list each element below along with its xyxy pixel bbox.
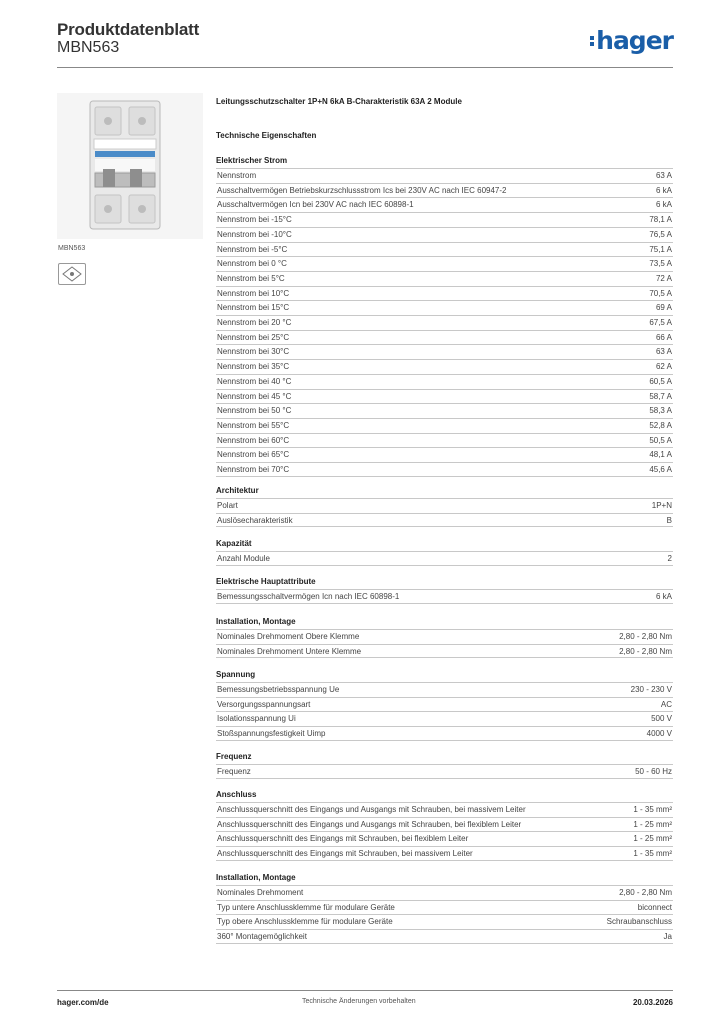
spec-value: 63 A xyxy=(655,347,672,357)
spec-row xyxy=(216,447,673,462)
spec-value: 1 - 35 mm² xyxy=(633,849,672,859)
spec-value: 230 - 230 V xyxy=(630,685,672,694)
spec-label: Anzahl Module xyxy=(217,554,270,563)
spec-value: 50 - 60 Hz xyxy=(635,767,672,776)
section-title: Installation, Montage xyxy=(216,873,296,882)
spec-label: Nennstrom bei 60°C xyxy=(217,435,290,445)
spec-value: biconnect xyxy=(637,902,672,912)
section-title: Elektrischer Strom xyxy=(216,156,288,165)
spec-row xyxy=(216,227,673,242)
section-title: Spannung xyxy=(216,670,256,679)
spec-label: Nennstrom bei 65°C xyxy=(217,450,290,460)
spec-row xyxy=(216,513,673,528)
spec-value: 1P+N xyxy=(651,501,672,510)
spec-value: 2,80 - 2,80 Nm xyxy=(619,646,672,656)
section-title: Architektur xyxy=(216,486,259,495)
spec-label: Auslösecharakteristik xyxy=(217,515,293,525)
spec-label: Nennstrom bei -15°C xyxy=(217,215,292,225)
spec-label: Isolationsspannung Ui xyxy=(217,714,296,724)
spec-row xyxy=(216,433,673,448)
spec-value: 1 - 35 mm² xyxy=(633,805,672,814)
spec-value: 58,3 A xyxy=(649,406,672,416)
spec-row xyxy=(216,551,673,566)
spec-value: 1 - 25 mm² xyxy=(633,819,672,829)
spec-value: 63 A xyxy=(655,171,672,180)
spec-label: Nennstrom bei 5°C xyxy=(217,273,285,283)
footer-date: 20.03.2026 xyxy=(632,998,673,1007)
spec-value: 45,6 A xyxy=(649,465,672,474)
spec-row xyxy=(216,403,673,418)
spec-label: Bemessungsbetriebsspannung Ue xyxy=(217,685,340,694)
document-subtitle: MBN563 xyxy=(57,39,120,56)
spec-label: Nennstrom bei 55°C xyxy=(217,420,290,430)
ce-certification-icon xyxy=(58,263,86,285)
spec-value: 500 V xyxy=(651,714,672,724)
spec-value: 2 xyxy=(667,554,672,563)
spec-value: 2,80 - 2,80 Nm xyxy=(619,888,672,897)
spec-label: Ausschaltvermögen Betriebskurzschlussstrom Ics bei 230V AC nach IEC 60947-2 xyxy=(217,185,507,195)
logo-text: hager xyxy=(596,26,673,55)
spec-row xyxy=(216,359,673,374)
spec-row xyxy=(216,831,673,846)
spec-row xyxy=(216,764,673,779)
spec-label: Nennstrom bei 70°C xyxy=(217,465,290,474)
spec-label: 360° Montagemöglichkeit xyxy=(217,932,307,942)
section-title: Anschluss xyxy=(216,790,257,799)
spec-label: Nennstrom bei 35°C xyxy=(217,362,290,372)
spec-row xyxy=(216,374,673,389)
spec-value: 52,8 A xyxy=(649,420,672,430)
spec-label: Nennstrom bei 45 °C xyxy=(217,391,292,401)
spec-row xyxy=(216,682,673,697)
spec-label: Frequenz xyxy=(217,767,251,776)
spec-value: 73,5 A xyxy=(649,259,672,269)
hager-logo xyxy=(590,26,673,55)
footer-disclaimer: Technische Änderungen vorbehalten xyxy=(302,998,416,1005)
spec-value: B xyxy=(666,515,672,525)
spec-label: Nennstrom bei 0 °C xyxy=(217,259,287,269)
spec-value: 6 kA xyxy=(655,200,672,210)
spec-value: 50,5 A xyxy=(649,435,672,445)
spec-label: Nennstrom bei 50 °C xyxy=(217,406,292,416)
spec-row xyxy=(216,726,673,741)
spec-row xyxy=(216,697,673,712)
spec-label: Bemessungsschaltvermögen Icn nach IEC 60898-1 xyxy=(217,592,400,601)
spec-row xyxy=(216,589,673,604)
spec-label: Nennstrom bei 25°C xyxy=(217,332,290,342)
spec-label: Nennstrom bei 20 °C xyxy=(217,318,292,327)
spec-row xyxy=(216,629,673,644)
spec-value: 48,1 A xyxy=(649,450,672,460)
spec-row xyxy=(216,498,673,513)
spec-row xyxy=(216,418,673,433)
spec-value: 69 A xyxy=(655,303,672,313)
spec-label: Nennstrom bei 30°C xyxy=(217,347,290,357)
spec-row xyxy=(216,462,673,477)
spec-row xyxy=(216,197,673,212)
spec-label: Typ untere Anschlussklemme für modulare Geräte xyxy=(217,902,395,912)
section-title: Kapazität xyxy=(216,539,252,548)
spec-row xyxy=(216,389,673,404)
spec-row xyxy=(216,212,673,227)
section-title: Frequenz xyxy=(216,752,252,761)
spec-label: Nennstrom bei -5°C xyxy=(217,244,288,254)
spec-row xyxy=(216,914,673,929)
spec-label: Nennstrom xyxy=(217,171,257,180)
spec-value: 2,80 - 2,80 Nm xyxy=(619,632,672,641)
spec-value: 60,5 A xyxy=(649,376,672,386)
spec-value: 1 - 25 mm² xyxy=(633,834,672,844)
spec-value: Schraubanschluss xyxy=(606,917,672,927)
spec-row xyxy=(216,242,673,257)
spec-label: Nennstrom bei 10°C xyxy=(217,288,290,298)
product-description: Leitungsschutzschalter 1P+N 6kA B-Charakteristik 63A 2 Module xyxy=(216,97,462,106)
spec-row xyxy=(216,330,673,345)
spec-row xyxy=(216,817,673,832)
spec-label: Anschlussquerschnitt des Eingangs und Ausgangs mit Schrauben, bei flexiblem Leiter xyxy=(217,819,522,829)
logo-dots-icon xyxy=(590,34,595,48)
spec-label: Nominales Drehmoment Untere Klemme xyxy=(217,646,362,656)
spec-value: Ja xyxy=(663,932,672,942)
spec-value: 4000 V xyxy=(646,729,672,739)
spec-label: Ausschaltvermögen Icn bei 230V AC nach IEC 60898-1 xyxy=(217,200,414,210)
spec-value: 70,5 A xyxy=(649,288,672,298)
spec-label: Versorgungsspannungsart xyxy=(217,699,311,709)
image-caption: MBN563 xyxy=(58,245,86,252)
spec-row xyxy=(216,929,673,944)
spec-row xyxy=(216,846,673,861)
spec-label: Polart xyxy=(217,501,238,510)
spec-row xyxy=(216,286,673,301)
page-header xyxy=(57,20,673,68)
spec-row xyxy=(216,168,673,183)
spec-value: 67,5 A xyxy=(649,318,672,327)
spec-label: Typ obere Anschlussklemme für modulare Geräte xyxy=(217,917,393,927)
spec-row xyxy=(216,711,673,726)
spec-value: 6 kA xyxy=(655,592,672,601)
spec-row xyxy=(216,183,673,198)
spec-value: 76,5 A xyxy=(649,229,672,239)
spec-value: 72 A xyxy=(655,273,672,283)
spec-value: AC xyxy=(660,699,672,709)
spec-label: Anschlussquerschnitt des Eingangs mit Schrauben, bei flexiblem Leiter xyxy=(217,834,469,844)
spec-label: Nominales Drehmoment Obere Klemme xyxy=(217,632,360,641)
spec-label: Nominales Drehmoment xyxy=(217,888,304,897)
spec-label: Anschlussquerschnitt des Eingangs mit Schrauben, bei massivem Leiter xyxy=(217,849,473,859)
spec-label: Nennstrom bei 40 °C xyxy=(217,376,292,386)
spec-value: 78,1 A xyxy=(649,215,672,225)
spec-row xyxy=(216,344,673,359)
section-title: Elektrische Hauptattribute xyxy=(216,577,316,586)
circuit-breaker-illustration xyxy=(57,93,203,239)
footer-website: hager.com/de xyxy=(57,998,109,1007)
spec-row xyxy=(216,300,673,315)
section-title: Installation, Montage xyxy=(216,617,296,626)
spec-value: 62 A xyxy=(655,362,672,372)
spec-value: 6 kA xyxy=(655,185,672,195)
product-image xyxy=(57,93,203,239)
spec-row xyxy=(216,802,673,817)
spec-value: 66 A xyxy=(655,332,672,342)
spec-row xyxy=(216,644,673,659)
spec-value: 58,7 A xyxy=(649,391,672,401)
spec-label: Nennstrom bei -10°C xyxy=(217,229,292,239)
technical-properties-heading: Technische Eigenschaften xyxy=(216,131,317,140)
document-title: Produktdatenblatt xyxy=(57,20,200,39)
spec-label: Anschlussquerschnitt des Eingangs und Ausgangs mit Schrauben, bei massivem Leiter xyxy=(217,805,526,814)
footer-divider xyxy=(57,990,673,991)
spec-label: Nennstrom bei 15°C xyxy=(217,303,290,313)
spec-row xyxy=(216,900,673,915)
spec-row xyxy=(216,256,673,271)
spec-value: 75,1 A xyxy=(649,244,672,254)
spec-row xyxy=(216,885,673,900)
spec-row xyxy=(216,271,673,286)
header-divider xyxy=(57,67,673,68)
spec-label: Stoßspannungsfestigkeit Uimp xyxy=(217,729,326,739)
spec-row xyxy=(216,315,673,330)
